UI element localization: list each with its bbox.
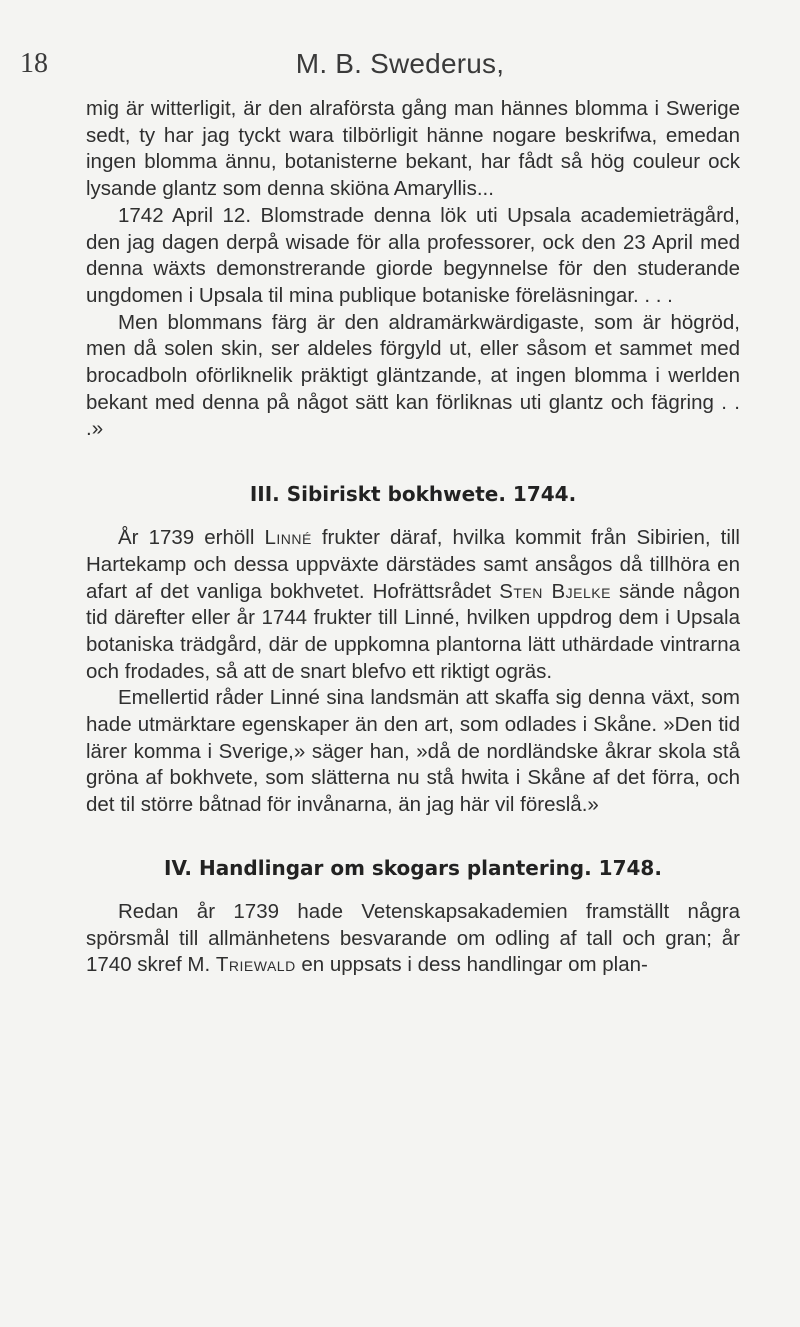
paragraph-linne-advice: Emellertid råder Linné sina landsmän att skaffa sig denna växt, som hade utmärktare egenskaper än den art, som odlades i Skåne. »Den tid lärer komma i Sverige,» säger han, »då de nordländske åkrar skola stå gröna af bokhvete, som slätterna nu stå hwita i Skåne af det förra, och det til större båtnad för invånarna, än jag här vil föreslå.» xyxy=(86,686,740,817)
paragraph-1742-april: 1742 April 12. Blomstrade denna lök uti Upsala academieträgård, den jag dagen derpå wisade för alla professorer, ock den 23 April med denna wäxts demonstrerande giorde begynnelse för den studerande ungdomen i Upsala til mina publique botaniske föreläsningar. . . . xyxy=(86,203,740,307)
body-text xyxy=(86,96,740,979)
paragraph-1739-linne xyxy=(86,525,740,685)
paragraph-text: År 1739 erhöll xyxy=(118,526,265,550)
paragraph-flower-colour: Men blommans färg är den aldramärkwärdigaste, som är högröd, men då solen skin, ser aldeles förgyld ut, eller såsom et sammet med brocadboln oförliknelik präktigt gläntzande, at ingen blomma i werlden bekant med denna på något sätt kan förliknas uti glantz och fägring . . .» xyxy=(86,310,740,441)
running-title: M. B. Swederus, xyxy=(295,48,505,79)
paragraph-text: en uppsats i dess handlingar om plan- xyxy=(295,953,648,977)
person-name-triewald: Triewald xyxy=(215,953,296,977)
section-heading-iii: III. Sibiriskt bokhwete. 1744. xyxy=(249,482,577,507)
running-head xyxy=(0,44,800,84)
paragraph-text: Redan år 1739 hade Vetenskapsakademien framställt några spörsmål till allmänhetens besvarande om odling af tall och gran; år 1740 skref M. xyxy=(86,899,740,977)
paragraph-quote-continuation: mig är witterligit, är den alraförsta gång man hännes blomma i Swerige sedt, ty har jag tyckt wara tilbörligit hänne nogare beskrifwa, emedan ingen blomma ännu, botanisterne bekant, har fådt så hög couleur ock lysande glantz som denna skiöna Amaryllis... xyxy=(86,97,740,201)
paragraph-text: frukter däraf, hvilka kommit från Sibirien, till Hartekamp och dessa uppväxte därstädes samt ansågos då tillhöra en afart af det vanliga bokhvetet. Hofrättsrådet xyxy=(86,526,740,603)
paragraph-1739-academy xyxy=(86,899,740,979)
paragraph-text: sände någon tid därefter eller år 1744 frukter till Linné, hvilken uppdrog dem i Upsala botaniska trädgård, där de uppkomna plantorna lätt uthärdade vintrarna och frodades, så att de snart blefvo ett riktigt ogräs. xyxy=(86,579,741,683)
page-number: 18 xyxy=(20,48,48,79)
person-name-sten-bjelke: Sten Bjelke xyxy=(499,579,611,603)
person-name-linne: Linné xyxy=(264,526,312,550)
section-heading-iv: IV. Handlingar om skogars plantering. 1748. xyxy=(164,855,662,880)
